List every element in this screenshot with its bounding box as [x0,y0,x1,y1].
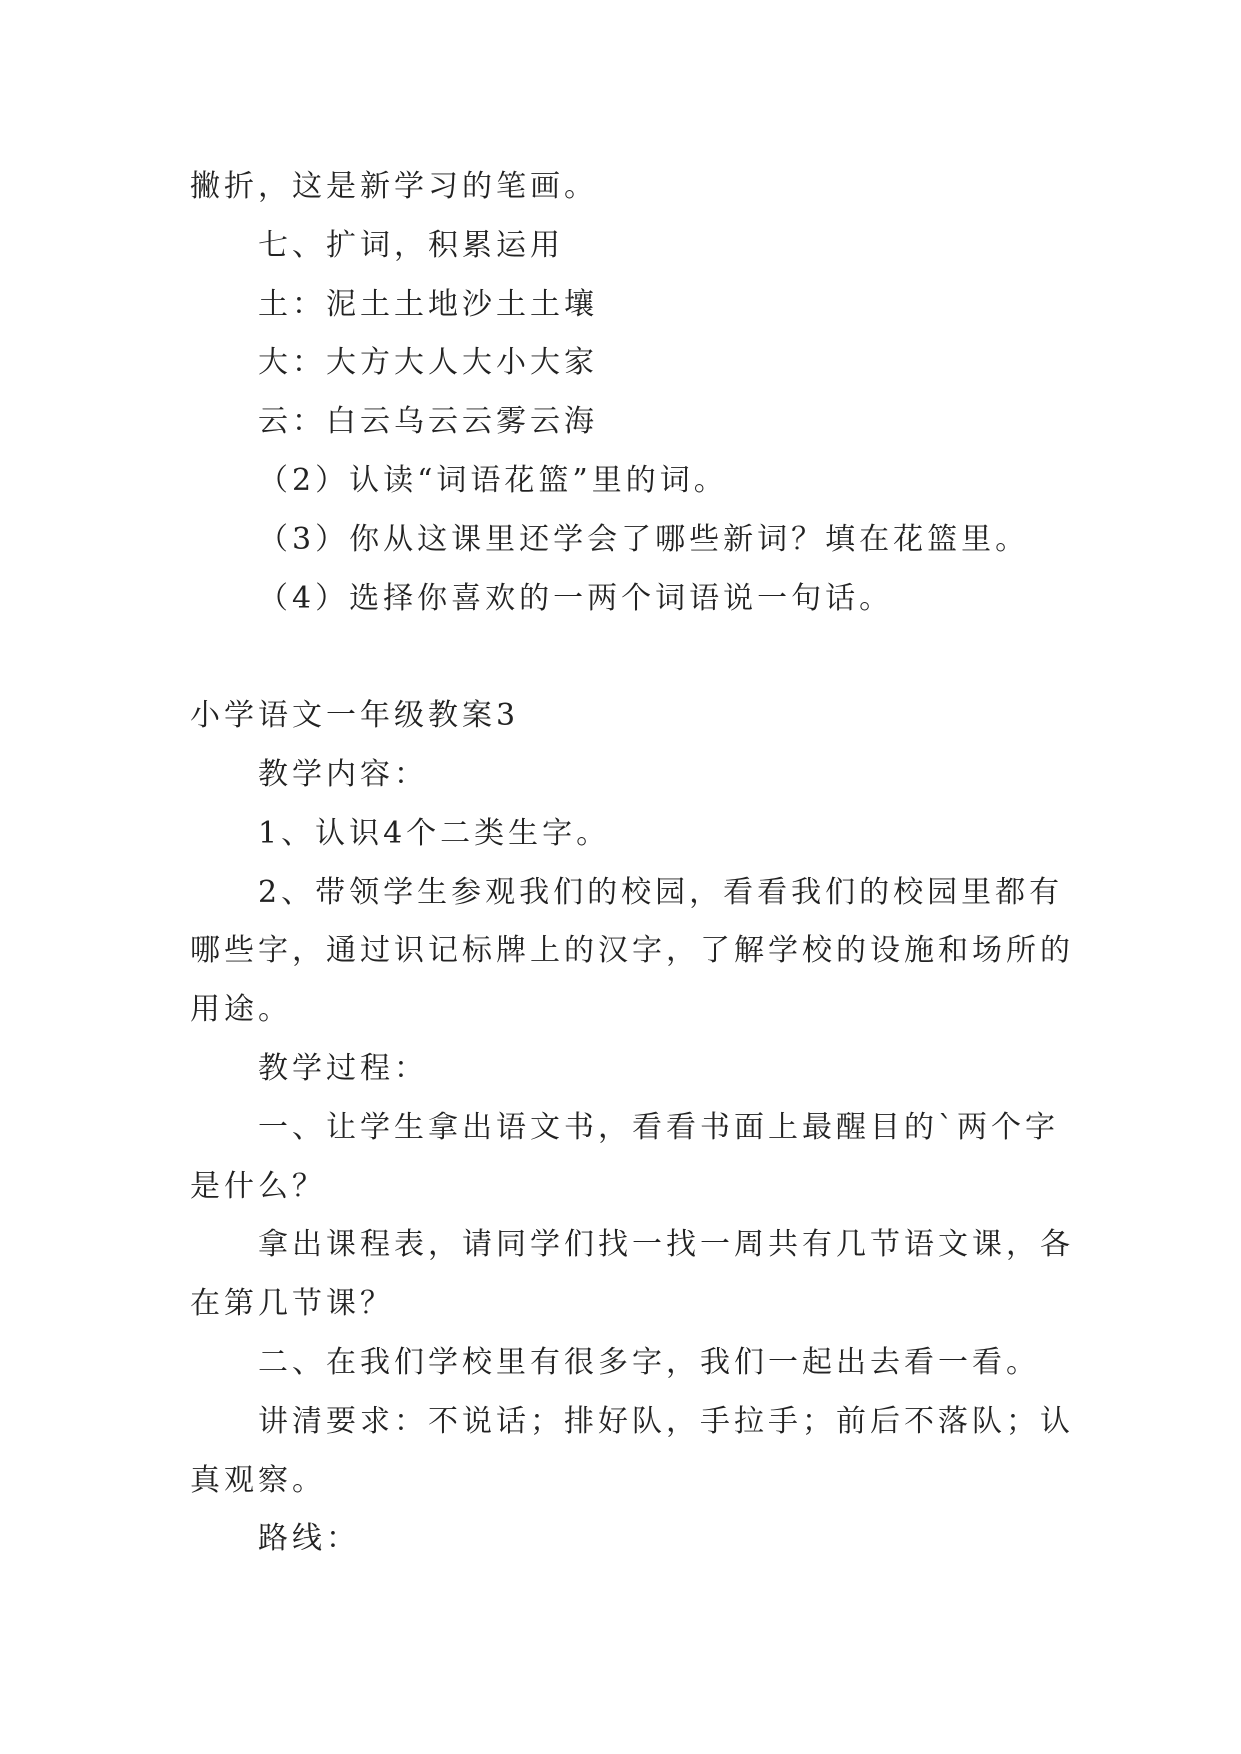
paragraph-line: 拿出课程表，请同学们找一找一周共有几节语文课，各 [258,1227,1074,1263]
paragraph-line: 用途。 [190,992,292,1028]
paragraph-line: （2）认读“词语花篮”里的词。 [258,462,728,498]
paragraph-line: 云：白云乌云云雾云海 [258,404,598,440]
paragraph-line: 大：大方大人大小大家 [258,345,598,381]
paragraph-line: 是什么？ [190,1168,326,1204]
paragraph-line: 真观察。 [190,1462,326,1498]
paragraph-line: 讲清要求：不说话；排好队，手拉手；前后不落队；认 [258,1403,1074,1439]
paragraph-line: 1、认识4个二类生字。 [258,815,611,851]
paragraph-line: 撇折，这是新学习的笔画。 [190,169,598,204]
paragraph-line: 2、带领学生参观我们的校园，看看我们的校园里都有 [258,874,1064,910]
paragraph-line: （4）选择你喜欢的一两个词语说一句话。 [258,580,894,616]
blank-spacer [190,628,1060,687]
paragraph-line: 在第几节课？ [190,1286,394,1322]
section-title: 小学语文一年级教案3 [190,698,520,734]
paragraph-line: 哪些字，通过识记标牌上的汉字，了解学校的设施和场所的 [190,933,1074,969]
paragraph-line: 土：泥土土地沙土土壤 [258,286,598,322]
paragraph-line: 二、在我们学校里有很多字，我们一起出去看一看。 [258,1344,1040,1380]
paragraph-line: 七、扩词，积累运用 [258,227,564,263]
paragraph-line: 教学过程： [258,1050,428,1086]
document-body [190,158,1074,1569]
paragraph-line: 教学内容： [258,756,428,792]
paragraph-line: （3）你从这课里还学会了哪些新词？填在花篮里。 [258,521,1030,557]
paragraph-line: 一、让学生拿出语文书，看看书面上最醒目的`两个字 [258,1109,1059,1145]
paragraph-line: 路线： [258,1521,360,1557]
